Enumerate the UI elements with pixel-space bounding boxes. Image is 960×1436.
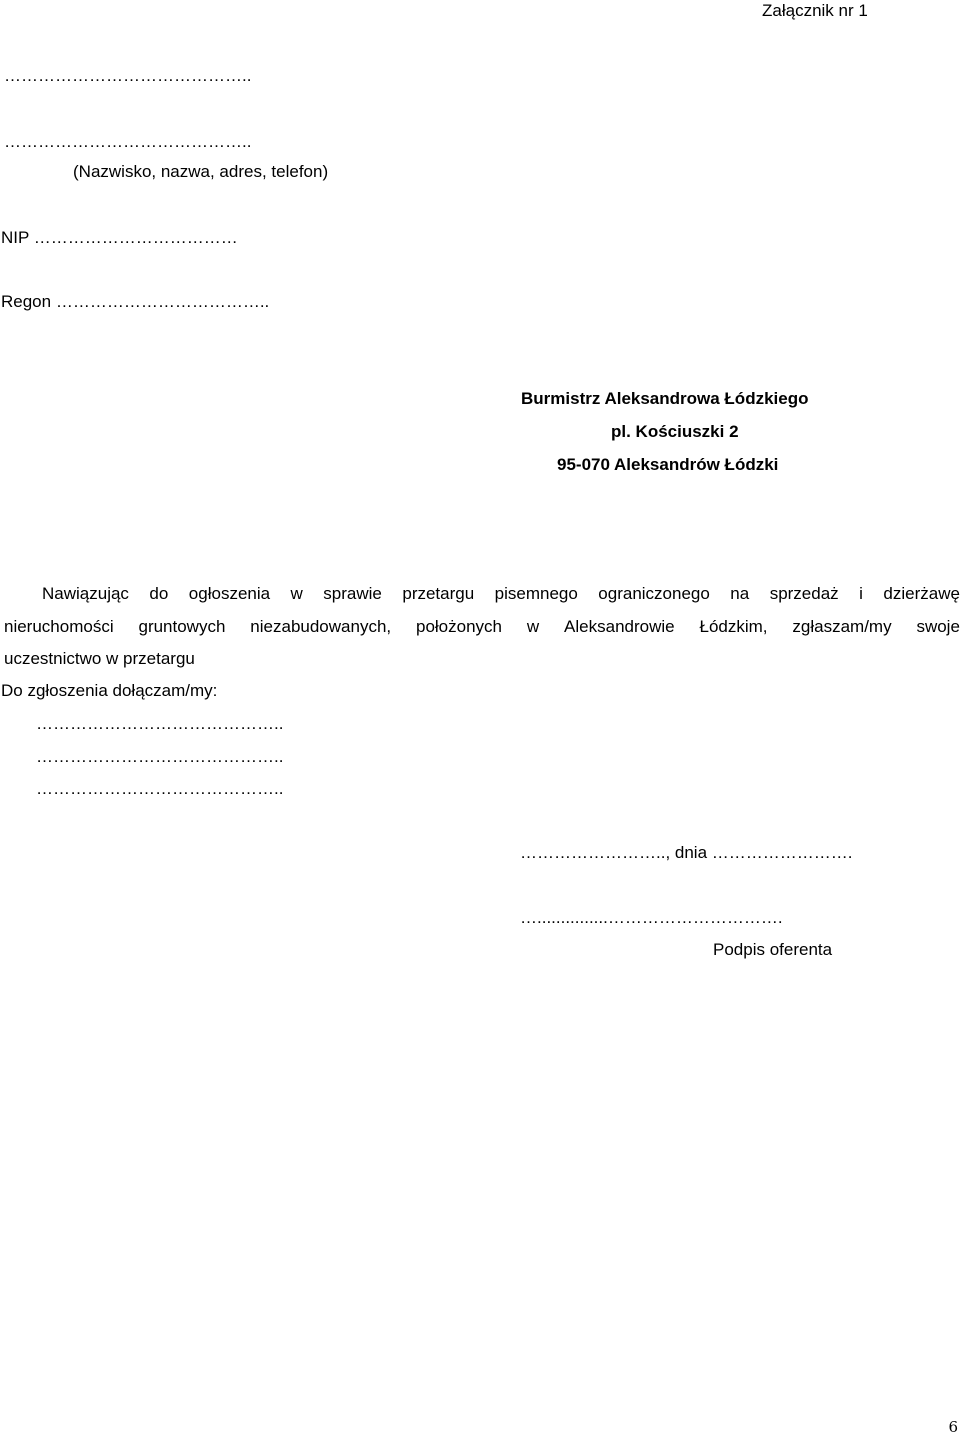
body-paragraph-line-2 xyxy=(4,617,960,637)
attachment-line-1: …………………………………….. xyxy=(36,714,284,733)
body-word: swoje xyxy=(916,617,960,636)
body-word: w xyxy=(526,617,540,636)
body-paragraph-line-3: uczestnictwo w przetargu xyxy=(4,649,195,668)
body-word: dzierżawę xyxy=(883,584,960,603)
attachment-line-3: …………………………………….. xyxy=(36,779,284,798)
attachment-line-2: …………………………………….. xyxy=(36,747,284,766)
body-word: Łódzkim, xyxy=(699,617,768,636)
body-word: zgłaszam/my xyxy=(792,617,892,636)
recipient-name: Burmistrz Aleksandrowa Łódzkiego xyxy=(521,389,809,408)
body-word: Aleksandrowie xyxy=(564,617,675,636)
body-word: ogłoszenia xyxy=(188,584,271,603)
body-word: położonych xyxy=(416,617,503,636)
recipient-city: 95-070 Aleksandrów Łódzki xyxy=(557,455,779,474)
page-number: 6 xyxy=(948,1418,958,1436)
place-date-line: …………………….., dnia ……………………. xyxy=(520,843,853,862)
regon-line: Regon ……………………………….. xyxy=(1,292,270,311)
body-word: pisemnego xyxy=(494,584,578,603)
recipient-street: pl. Kościuszki 2 xyxy=(611,422,739,441)
attachments-label: Do zgłoszenia dołączam/my: xyxy=(1,681,218,700)
body-word: niezabudowanych, xyxy=(250,617,392,636)
body-paragraph-line-1 xyxy=(42,584,960,604)
body-word: Nawiązując xyxy=(42,584,129,603)
body-word: do xyxy=(149,584,169,603)
body-word: sprzedaż xyxy=(769,584,839,603)
body-word: sprawie xyxy=(323,584,382,603)
body-word: w xyxy=(290,584,303,603)
attachment-label: Załącznik nr 1 xyxy=(762,1,868,20)
signature-line: …...............…………………………. xyxy=(520,908,783,927)
body-word: nieruchomości xyxy=(4,617,114,636)
body-word: i xyxy=(859,584,863,603)
body-word: przetargu xyxy=(402,584,475,603)
applicant-line-1: …………………………………….. xyxy=(4,66,252,85)
signature-caption: Podpis oferenta xyxy=(713,940,833,959)
applicant-line-2: …………………………………….. xyxy=(4,132,252,151)
body-word: na xyxy=(730,584,750,603)
applicant-caption: (Nazwisko, nazwa, adres, telefon) xyxy=(73,162,329,181)
nip-line: NIP ……………………………… xyxy=(1,228,238,247)
body-word: gruntowych xyxy=(138,617,226,636)
body-word: ograniczonego xyxy=(598,584,710,603)
